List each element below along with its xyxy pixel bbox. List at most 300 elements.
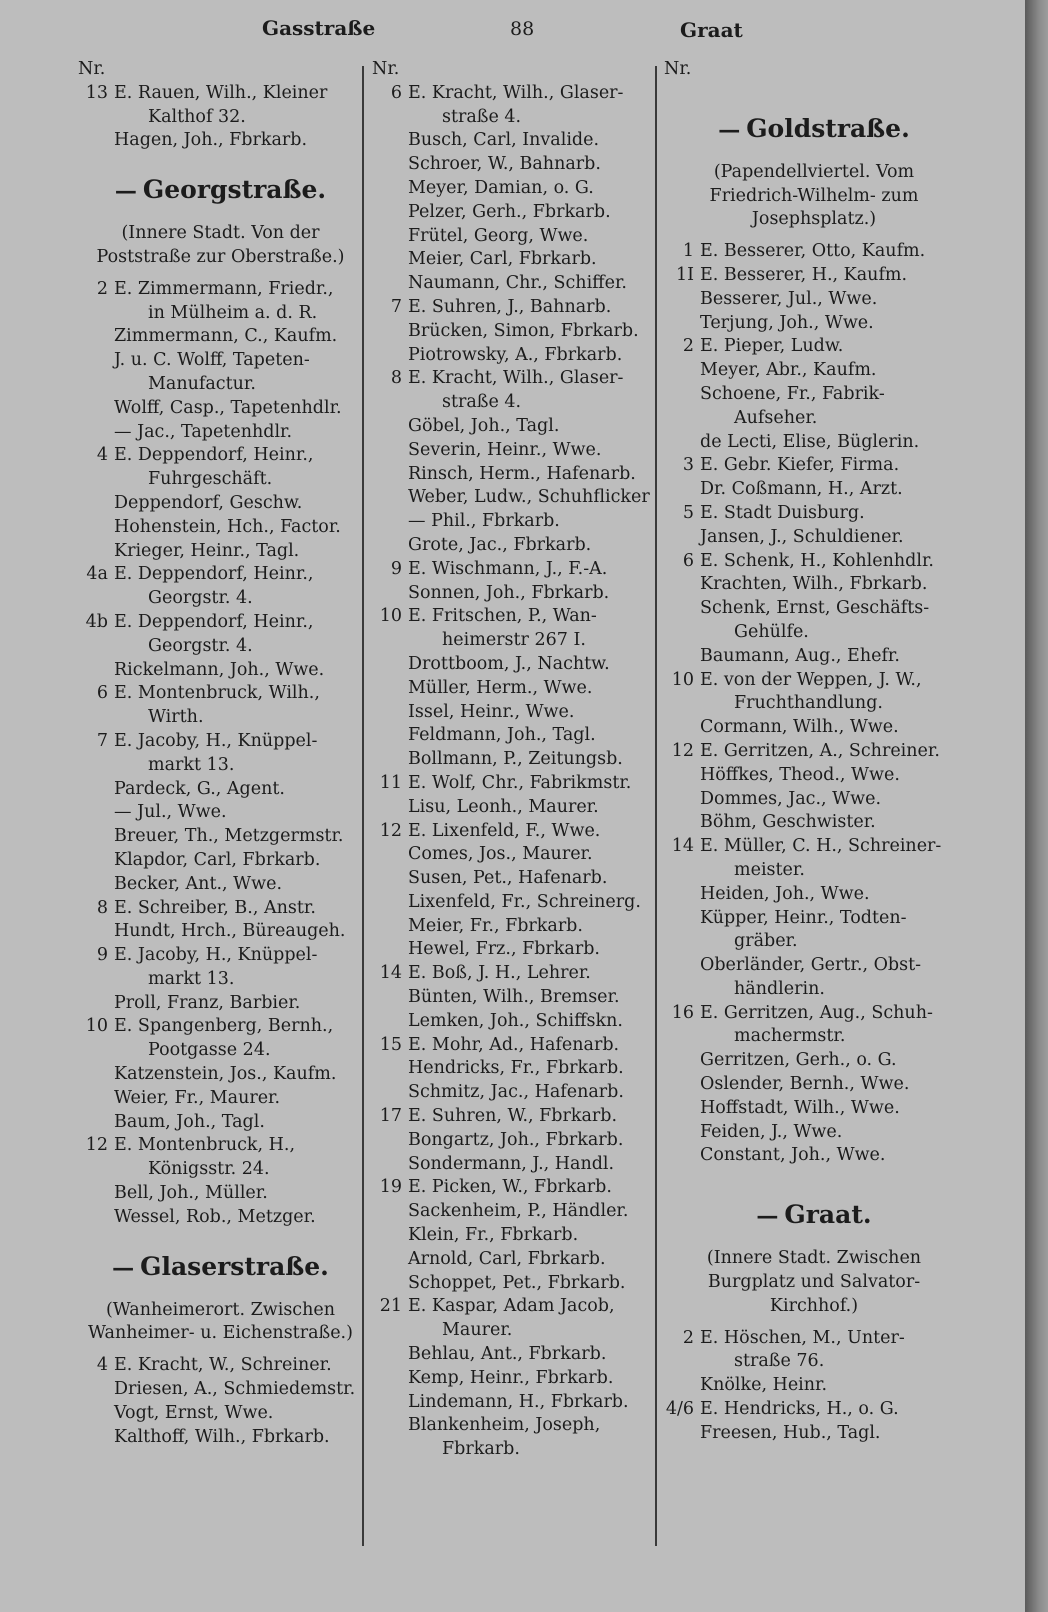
entry-text: E. Deppendorf, Heinr.,: [114, 445, 314, 466]
house-number: [664, 478, 700, 502]
resident-entry: [372, 510, 657, 534]
entry-text: Schoene, Fr., Fabrik-: [700, 383, 885, 404]
entry-text: E. Höschen, M., Unter-: [700, 1327, 905, 1348]
house-number: [664, 883, 700, 907]
house-number: 2: [682, 336, 694, 357]
resident-entry: [372, 534, 657, 558]
resident-entry: [78, 849, 363, 873]
house-number: [372, 1010, 408, 1034]
house-number: 19: [379, 1177, 402, 1198]
entry-continuation: Fbrkarb.: [442, 1439, 520, 1460]
house-number: [78, 825, 114, 849]
entry-continuation: in Mülheim a. d. R.: [148, 302, 318, 323]
resident-entry: [372, 558, 657, 582]
entry-continuation: Fuhrgeschäft.: [148, 469, 273, 490]
entry-continuation: machermstr.: [734, 1026, 846, 1047]
entry-text: Zimmermann, C., Kaufm.: [114, 326, 338, 347]
resident-entry: [664, 383, 964, 407]
entry-text: Oslender, Bernh., Wwe.: [700, 1074, 910, 1095]
entry-text: Wessel, Rob., Metzger.: [114, 1206, 316, 1227]
house-number: 2: [96, 278, 108, 299]
entry-text: E. Besserer, Otto, Kaufm.: [700, 241, 926, 262]
entry-text: E. Kracht, Wilh., Glaser-: [408, 82, 624, 103]
entry-text: Lisu, Leonh., Maurer.: [408, 796, 599, 817]
resident-entry: [78, 611, 363, 635]
spacer: [664, 1168, 964, 1178]
entry-text: de Lecti, Elise, Büglerin.: [700, 431, 920, 452]
entry-continuation: Georgstr. 4.: [148, 588, 253, 609]
entry-text: — Jul., Wwe.: [114, 802, 227, 823]
entry-text: E. Fritschen, P., Wan-: [408, 606, 597, 627]
resident-entry: [664, 907, 964, 931]
house-number: 8: [96, 897, 108, 918]
house-number: [78, 992, 114, 1016]
entry-text: Schoppet, Pet., Fbrkarb.: [408, 1272, 626, 1293]
house-number: 10: [671, 669, 694, 690]
street-description: [78, 222, 363, 270]
house-number: [78, 1182, 114, 1206]
entry-text: Dommes, Jac., Wwe.: [700, 788, 882, 809]
entry-continuation: markt 13.: [148, 754, 235, 775]
entry-text: Terjung, Joh., Wwe.: [700, 312, 874, 333]
entry-continuation: Kalthof 32.: [148, 106, 246, 127]
resident-entry: [78, 1182, 363, 1206]
resident-entry: [372, 415, 657, 439]
house-number: 3: [682, 455, 694, 476]
resident-entry: [78, 1378, 363, 1402]
description-line: Friedrich-Wilhelm- zum: [709, 185, 919, 206]
entry-text: E. Müller, C. H., Schreiner-: [700, 836, 942, 857]
house-number: [664, 788, 700, 812]
house-number: [78, 325, 114, 349]
entry-continuation: Wirth.: [148, 707, 204, 728]
house-number: [664, 312, 700, 336]
house-number: [372, 1129, 408, 1153]
house-number: 5: [682, 502, 694, 523]
resident-entry: [372, 1391, 657, 1415]
street-description: [664, 161, 964, 232]
resident-entry: [78, 1111, 363, 1135]
entry-text: E. Boß, J. H., Lehrer.: [408, 963, 591, 984]
house-number: [372, 439, 408, 463]
entry-text: Hendricks, Fr., Fbrkarb.: [408, 1058, 624, 1079]
entry-text: Weier, Fr., Maurer.: [114, 1087, 281, 1108]
house-number: [372, 796, 408, 820]
entry-text: Hewel, Frz., Fbrkarb.: [408, 939, 600, 960]
entry-text: E. Lixenfeld, F., Wwe.: [408, 820, 601, 841]
house-number: 13: [85, 82, 108, 103]
entry-text: Besserer, Jul., Wwe.: [700, 288, 878, 309]
street-heading: [664, 114, 964, 145]
house-number: [664, 288, 700, 312]
resident-entry: [372, 486, 657, 510]
house-number: 14: [379, 963, 402, 984]
entry-text: Freesen, Hub., Tagl.: [700, 1422, 881, 1443]
entry-text: Hundt, Hrch., Büreaugeh.: [114, 921, 346, 942]
entry-text: E. Schreiber, B., Anstr.: [114, 897, 316, 918]
resident-entry: [664, 1097, 964, 1121]
house-number: [78, 349, 114, 373]
entry-continuation: Maurer.: [442, 1320, 513, 1341]
entry-text: Sackenheim, P., Händler.: [408, 1201, 629, 1222]
entry-text: Wolff, Casp., Tapetenhdlr.: [114, 397, 342, 418]
resident-entry: [372, 201, 657, 225]
resident-entry: [664, 1002, 964, 1026]
entry-text: Küpper, Heinr., Todten-: [700, 907, 907, 928]
resident-entry: [372, 463, 657, 487]
entry-text: Göbel, Joh., Tagl.: [408, 415, 560, 436]
resident-entry: [372, 582, 657, 606]
street-description: [664, 1247, 964, 1318]
house-number: 1: [682, 241, 694, 262]
resident-entry: [78, 492, 363, 516]
house-number: [372, 938, 408, 962]
entry-text: E. Suhren, J., Bahnarb.: [408, 296, 612, 317]
entry-text: E. von der Weppen, J. W.,: [700, 669, 922, 690]
house-number: [78, 540, 114, 564]
resident-entry: [78, 873, 363, 897]
house-number: [372, 1391, 408, 1415]
entry-text: Vogt, Ernst, Wwe.: [114, 1402, 274, 1423]
resident-entry: [78, 1134, 363, 1158]
house-number: 9: [390, 558, 402, 579]
street-name: Glaserstraße.: [140, 1251, 329, 1281]
description-line: Burgplatz und Salvator-: [707, 1272, 921, 1293]
house-number: 4: [96, 445, 108, 466]
entry-text: Schenk, Ernst, Geschäfts-: [700, 598, 930, 619]
resident-entry: [78, 944, 363, 968]
entry-text: Lindemann, H., Fbrkarb.: [408, 1391, 629, 1412]
resident-entry: [664, 669, 964, 693]
resident-entry: [372, 1057, 657, 1081]
entry-text: Schmitz, Jac., Hafenarb.: [408, 1082, 624, 1103]
entry-text: E. Kracht, W., Schreiner.: [114, 1355, 332, 1376]
entry-text: Katzenstein, Jos., Kaufm.: [114, 1064, 337, 1085]
resident-entry: [372, 1224, 657, 1248]
entry-text: Susen, Pet., Hafenarb.: [408, 868, 608, 889]
house-number: [78, 801, 114, 825]
house-number: 8: [390, 368, 402, 389]
house-number: [78, 129, 114, 153]
house-number: [664, 764, 700, 788]
resident-entry: [78, 1402, 363, 1426]
entry-text: Frütel, Georg, Wwe.: [408, 225, 589, 246]
house-number: 7: [390, 296, 402, 317]
resident-entry: [664, 1144, 964, 1168]
house-number: [664, 645, 700, 669]
house-number: 6: [96, 683, 108, 704]
house-number: 9: [96, 945, 108, 966]
house-number: [372, 486, 408, 510]
house-number: [664, 1073, 700, 1097]
description-line: (Papendellviertel. Vom: [713, 161, 915, 182]
entry-text: E. Stadt Duisburg.: [700, 502, 865, 523]
entry-text: Breuer, Th., Metzgermstr.: [114, 826, 344, 847]
entry-text: Meyer, Damian, o. G.: [408, 177, 594, 198]
section-dash: —: [756, 1203, 779, 1230]
house-number: [372, 153, 408, 177]
entry-text: Feldmann, Joh., Tagl.: [408, 725, 596, 746]
resident-entry: [372, 1200, 657, 1224]
house-number: [372, 1081, 408, 1105]
house-number: [372, 248, 408, 272]
entry-text: — Jac., Tapetenhdlr.: [114, 421, 293, 442]
resident-entry: [78, 516, 363, 540]
resident-entry: [372, 1034, 657, 1058]
resident-entry: [372, 677, 657, 701]
resident-entry: [78, 897, 363, 921]
resident-entry: [372, 701, 657, 725]
entry-text: Jansen, J., Schuldiener.: [700, 526, 904, 547]
street-heading: [78, 1252, 363, 1283]
resident-entry: [78, 1426, 363, 1450]
house-number: [372, 225, 408, 249]
resident-entry: [664, 359, 964, 383]
entry-text: Brücken, Simon, Fbrkarb.: [408, 320, 639, 341]
house-number: [372, 867, 408, 891]
resident-entry: [372, 1153, 657, 1177]
house-number: [372, 272, 408, 296]
street-heading: [664, 1200, 964, 1231]
house-number: [664, 526, 700, 550]
entry-text: E. Deppendorf, Heinr.,: [114, 611, 314, 632]
resident-entry: [78, 1087, 363, 1111]
house-number: [372, 843, 408, 867]
resident-entry: [78, 1063, 363, 1087]
resident-entry: [372, 82, 657, 106]
house-number: [664, 1097, 700, 1121]
house-number: [372, 724, 408, 748]
entry-continuation: straße 76.: [734, 1351, 825, 1372]
resident-entry: [664, 288, 964, 312]
entry-continuation: händlerin.: [734, 978, 825, 999]
house-number: [372, 986, 408, 1010]
house-number: [78, 1402, 114, 1426]
entry-text: E. Montenbruck, Wilh.,: [114, 683, 320, 704]
house-number: 6: [682, 550, 694, 571]
house-number: [78, 1111, 114, 1135]
entry-text: J. u. C. Wolff, Tapeten-: [114, 350, 310, 371]
resident-entry: [664, 454, 964, 478]
resident-entry: [664, 526, 964, 550]
resident-entry: [78, 421, 363, 445]
entry-continuation: meister.: [734, 859, 805, 880]
house-number: [78, 920, 114, 944]
resident-entry: [372, 1105, 657, 1129]
entry-text: Schroer, W., Bahnarb.: [408, 154, 601, 175]
house-number: [372, 748, 408, 772]
entry-text: Rinsch, Herm., Hafenarb.: [408, 463, 636, 484]
entry-text: Weber, Ludw., Schuhflicker: [408, 487, 650, 508]
resident-entry: [78, 1206, 363, 1230]
entry-text: Baumann, Aug., Ehefr.: [700, 645, 900, 666]
page-number: 88: [510, 18, 535, 40]
house-number: [664, 383, 700, 407]
entry-text: E. Deppendorf, Heinr.,: [114, 564, 314, 585]
resident-entry: [372, 867, 657, 891]
house-number: 21: [379, 1296, 402, 1317]
resident-entry: [372, 1367, 657, 1391]
entry-text: E. Schenk, H., Kohlenhdlr.: [700, 550, 934, 571]
house-number: [78, 1063, 114, 1087]
resident-entry: [664, 1327, 964, 1351]
entry-text: E. Mohr, Ad., Hafenarb.: [408, 1034, 620, 1055]
entry-continuation: Gehülfe.: [734, 621, 809, 642]
resident-entry: [664, 811, 964, 835]
house-number: 4/6: [665, 1399, 694, 1420]
section-dash: —: [718, 116, 741, 143]
resident-entry: [372, 724, 657, 748]
resident-entry: [664, 1073, 964, 1097]
resident-entry: [372, 367, 657, 391]
description-line: Wanheimer- u. Eichenstraße.): [88, 1323, 353, 1344]
resident-entry: [78, 1354, 363, 1378]
entry-text: Driesen, A., Schmiedemstr.: [114, 1379, 356, 1400]
resident-entry: [78, 1015, 363, 1039]
entry-text: Rickelmann, Joh., Wwe.: [114, 659, 325, 680]
entry-text: E. Gebr. Kiefer, Firma.: [700, 455, 900, 476]
resident-entry: [372, 1248, 657, 1272]
house-number: [78, 397, 114, 421]
entry-continuation: markt 13.: [148, 968, 235, 989]
description-line: Josephsplatz.): [751, 209, 877, 230]
entry-text: Pardeck, G., Agent.: [114, 778, 285, 799]
resident-entry: [664, 716, 964, 740]
running-head-right: Graat: [680, 18, 743, 42]
house-number: [372, 1248, 408, 1272]
house-number: 4: [96, 1355, 108, 1376]
resident-entry: [664, 478, 964, 502]
house-number: [372, 129, 408, 153]
house-number: 11: [379, 772, 402, 793]
entry-text: Blankenheim, Joseph,: [408, 1415, 601, 1436]
house-number: [78, 1087, 114, 1111]
entry-text: Becker, Ant., Wwe.: [114, 873, 283, 894]
entry-continuation: Aufseher.: [734, 407, 818, 428]
house-number: [78, 516, 114, 540]
resident-entry: [372, 296, 657, 320]
resident-entry: [372, 1129, 657, 1153]
house-number: [78, 1206, 114, 1230]
entry-text: Lixenfeld, Fr., Schreinerg.: [408, 891, 641, 912]
house-number: 7: [96, 730, 108, 751]
resident-entry: [372, 320, 657, 344]
house-number: 6: [390, 82, 402, 103]
resident-entry: [664, 645, 964, 669]
house-number: [664, 1422, 700, 1446]
house-number: [78, 659, 114, 683]
house-number: [372, 915, 408, 939]
entry-text: Höffkes, Theod., Wwe.: [700, 764, 900, 785]
entry-text: Kalthoff, Wilh., Fbrkarb.: [114, 1426, 330, 1447]
entry-continuation: heimerstr 267 I.: [442, 630, 586, 651]
house-number: [372, 510, 408, 534]
resident-entry: [372, 344, 657, 368]
description-line: Kirchhof.): [769, 1295, 859, 1316]
entry-text: E. Gerritzen, Aug., Schuh-: [700, 1002, 933, 1023]
resident-entry: [664, 264, 964, 288]
street-name: Georgstraße.: [142, 175, 327, 205]
resident-entry: [664, 240, 964, 264]
entry-continuation: Fruchthandlung.: [734, 693, 883, 714]
entry-continuation: Manufactur.: [148, 373, 256, 394]
house-number: [78, 1378, 114, 1402]
resident-entry: [372, 796, 657, 820]
house-number: 15: [379, 1034, 402, 1055]
resident-entry: [372, 605, 657, 629]
resident-entry: [78, 730, 363, 754]
house-number: [372, 177, 408, 201]
resident-entry: [78, 682, 363, 706]
house-number: [372, 582, 408, 606]
house-number: 10: [85, 1016, 108, 1037]
resident-entry: [78, 349, 363, 373]
house-number: 12: [85, 1135, 108, 1156]
entry-text: E. Kaspar, Adam Jacob,: [408, 1296, 615, 1317]
entry-text: Krieger, Heinr., Tagl.: [114, 540, 300, 561]
entry-text: E. Wolf, Chr., Fabrikmstr.: [408, 772, 632, 793]
entry-continuation: straße 4.: [442, 106, 522, 127]
entry-text: Klein, Fr., Fbrkarb.: [408, 1225, 579, 1246]
resident-entry: [372, 1176, 657, 1200]
house-number: 12: [671, 740, 694, 761]
entry-text: Sonnen, Joh., Fbrkarb.: [408, 582, 610, 603]
description-line: (Wanheimerort. Zwischen: [105, 1299, 335, 1320]
entry-text: Severin, Heinr., Wwe.: [408, 439, 602, 460]
description-line: Poststraße zur Oberstraße.): [96, 246, 345, 267]
entry-text: Müller, Herm., Wwe.: [408, 677, 593, 698]
entry-text: Behlau, Ant., Fbrkarb.: [408, 1344, 607, 1365]
resident-entry: [664, 835, 964, 859]
entry-text: Drottboom, J., Nachtw.: [408, 653, 610, 674]
entry-text: Hohenstein, Hch., Factor.: [114, 516, 341, 537]
resident-entry: [372, 439, 657, 463]
street-description: [78, 1299, 363, 1347]
entry-continuation: straße 4.: [442, 392, 522, 413]
entry-text: E. Hendricks, H., o. G.: [700, 1399, 899, 1420]
entry-text: Heiden, Joh., Wwe.: [700, 883, 870, 904]
entry-text: Pelzer, Gerh., Fbrkarb.: [408, 201, 611, 222]
entry-text: Meier, Fr., Fbrkarb.: [408, 915, 583, 936]
resident-entry: [78, 659, 363, 683]
resident-entry: [78, 801, 363, 825]
entry-text: Hagen, Joh., Fbrkarb.: [114, 130, 308, 151]
entry-text: Cormann, Wilh., Wwe.: [700, 717, 899, 738]
resident-entry: [664, 1422, 964, 1446]
entry-text: Lemken, Joh., Schiffskn.: [408, 1010, 623, 1031]
house-number: 2: [682, 1327, 694, 1348]
entry-text: E. Jacoby, H., Knüppel-: [114, 730, 318, 751]
resident-entry: [372, 1295, 657, 1319]
resident-entry: [664, 740, 964, 764]
entry-text: E. Picken, W., Fbrkarb.: [408, 1177, 612, 1198]
house-number: 16: [671, 1002, 694, 1023]
house-number: [372, 1057, 408, 1081]
house-number: [664, 1121, 700, 1145]
directory-column-2: [372, 58, 657, 1462]
house-number: [372, 463, 408, 487]
entry-text: E. Besserer, H., Kaufm.: [700, 264, 908, 285]
house-number: 12: [379, 820, 402, 841]
entry-continuation: Georgstr. 4.: [148, 635, 253, 656]
entry-text: Klapdor, Carl, Fbrkarb.: [114, 849, 321, 870]
entry-text: E. Wischmann, J., F.-A.: [408, 558, 608, 579]
resident-entry: [664, 788, 964, 812]
house-number: [664, 431, 700, 455]
resident-entry: [372, 1272, 657, 1296]
resident-entry: [372, 891, 657, 915]
entry-text: — Phil., Fbrkarb.: [408, 511, 560, 532]
